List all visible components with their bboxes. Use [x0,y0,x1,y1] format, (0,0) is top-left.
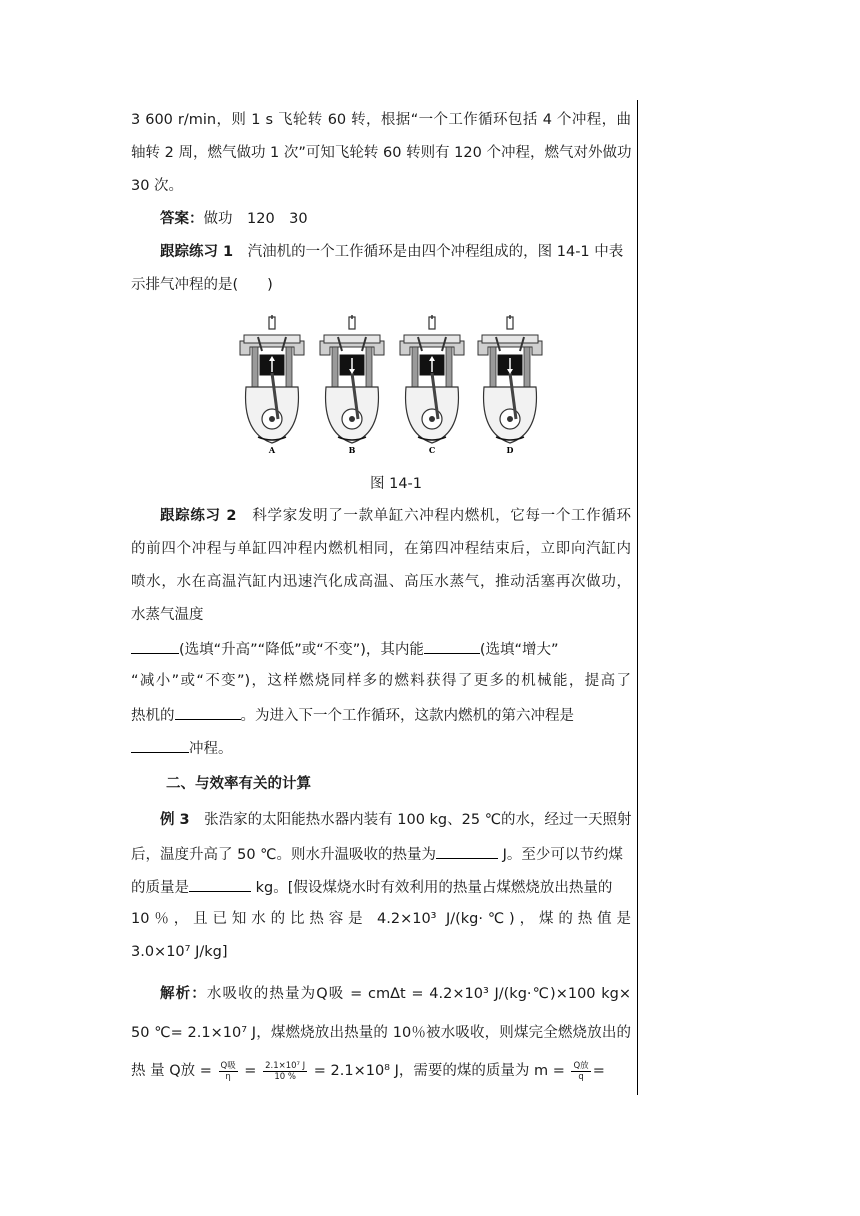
track1-text1: 汽油机的一个工作循环是由四个冲程组成的，图 14-1 中表 [247,244,624,260]
fill1-text-a: (选填“升高”“降低”或“不变”)，其内能 [179,642,424,658]
ex3-line3 [131,876,631,898]
engine-diagram [240,315,304,443]
engine-label-b: B [348,445,356,455]
solution-label: 解析： [160,986,207,1002]
track1-line1 [160,242,631,262]
track2-label: 跟踪练习 2 [160,508,237,524]
engine-label-a: A [268,445,276,455]
answer-blank[interactable] [424,638,480,654]
ex3-text1: 张浩家的太阳能热水器内装有 100 kg、25 ℃的水，经过一天照射 [204,812,632,828]
ex3-text2b: J。至少可以节约煤 [502,847,623,863]
track2-line1 [160,506,631,526]
track2-line4: 水蒸气温度 [131,607,204,623]
fill4-text: 冲程。 [189,741,233,757]
answer-blank[interactable] [175,704,241,720]
ex3-line2 [131,843,631,865]
ex3-line1 [160,810,631,830]
answer-label: 答案： [160,211,204,227]
fraction-q-over-q: $\frac{\text{Q放}}{q}$ [573,1060,589,1082]
figure-caption: 图 14-1 [370,476,423,492]
solution-text1: 水吸收的热量为Q吸 = cmΔt = 4.2×10³ J/(kg·℃)×100 kg× [206,986,632,1002]
ex3-line4: 10％，且已知水的比热容是 4.2×10³ J/(kg·℃)，煤的热值是 [131,911,631,927]
fill3-text-b: 。为进入下一个工作循环，这款内燃机的第六冲程是 [240,708,574,724]
track2-fill-line1 [131,638,631,660]
p1-line1: 3 600 r/min，则 1 s 飞轮转 60 转，根据“一个工作循环包括 4 个冲程，曲 [131,112,631,128]
fill3-text-a: 热机的 [131,708,175,724]
engine-stroke-figure [236,315,558,455]
solution-line1 [160,984,631,1004]
solution-text3b: = 2.1×10⁸ J，需要的煤的质量为 m = [313,1063,565,1079]
answer-text: 做功 120 30 [203,211,308,227]
solution-text3a: 热 量 Q放 = [131,1063,212,1079]
answer-blank[interactable] [436,843,498,859]
track1-label: 跟踪练习 1 [160,244,234,260]
ex3-text2a: 后，温度升高了 50 ℃。则水升温吸收的热量为 [131,847,436,863]
answer-blank[interactable] [131,737,189,753]
track2-fill-line2: “减小”或“不变”)，这样燃烧同样多的燃料获得了更多的机械能，提高了 [131,673,631,689]
p1-line2: 轴转 2 周，燃气做功 1 次”可知飞轮转 60 转则有 120 个冲程，燃气对外做功 [131,145,632,161]
track1-line2: 示排气冲程的是( ) [131,277,273,293]
answer-line [160,209,631,229]
fraction-heat-over-efficiency: $\frac{\text{2.1×10⁷ J}}{10 \%}$ [265,1060,306,1082]
p1-line3: 30 次。 [131,178,184,194]
ex3-text3a: 的质量是 [131,880,189,896]
ex3-text3b: kg。[假设煤烧水时有效利用的热量占煤燃烧放出热量的 [255,880,613,896]
track2-line2: 的前四个冲程与单缸四冲程内燃机相同，在第四冲程结束后，立即向汽缸内 [131,541,631,557]
solution-line2: 50 ℃= 2.1×10⁷ J，煤燃烧放出热量的 10％被水吸收，则煤完全燃烧放出的 [131,1025,631,1041]
engine-label-c: C [428,445,436,455]
ex3-label: 例 3 [160,812,190,828]
track2-fill-line4 [131,737,631,759]
answer-blank[interactable] [131,638,179,654]
section-title: 二、与效率有关的计算 [166,776,311,792]
fraction-q-over-eta: $\frac{\text{Q吸}}{\eta}$ [220,1060,236,1082]
solution-line3: 热 量 Q放 = $\frac{\text{Q吸}}{\eta}$ = $\frac{\text{2.1×10⁷ J}}{10 \%}$ = 2.1×10⁸ J，需要的煤的质量为 m = $\frac{\text{Q放}}{q}$ = [131,1060,605,1082]
ex3-line5: 3.0×10⁷ J/kg] [131,944,228,960]
track2-line3: 喷水，水在高温汽缸内迅速汽化成高温、高压水蒸气，推动活塞再次做功， [131,574,631,590]
track2-text1: 科学家发明了一款单缸六冲程内燃机，它每一个工作循环 [252,508,632,524]
right-margin-rule [637,100,638,1095]
fill1-text-b: (选填“增大” [479,642,559,658]
engine-label-d: D [506,445,514,455]
answer-blank[interactable] [189,876,251,892]
track2-fill-line3 [131,704,631,726]
